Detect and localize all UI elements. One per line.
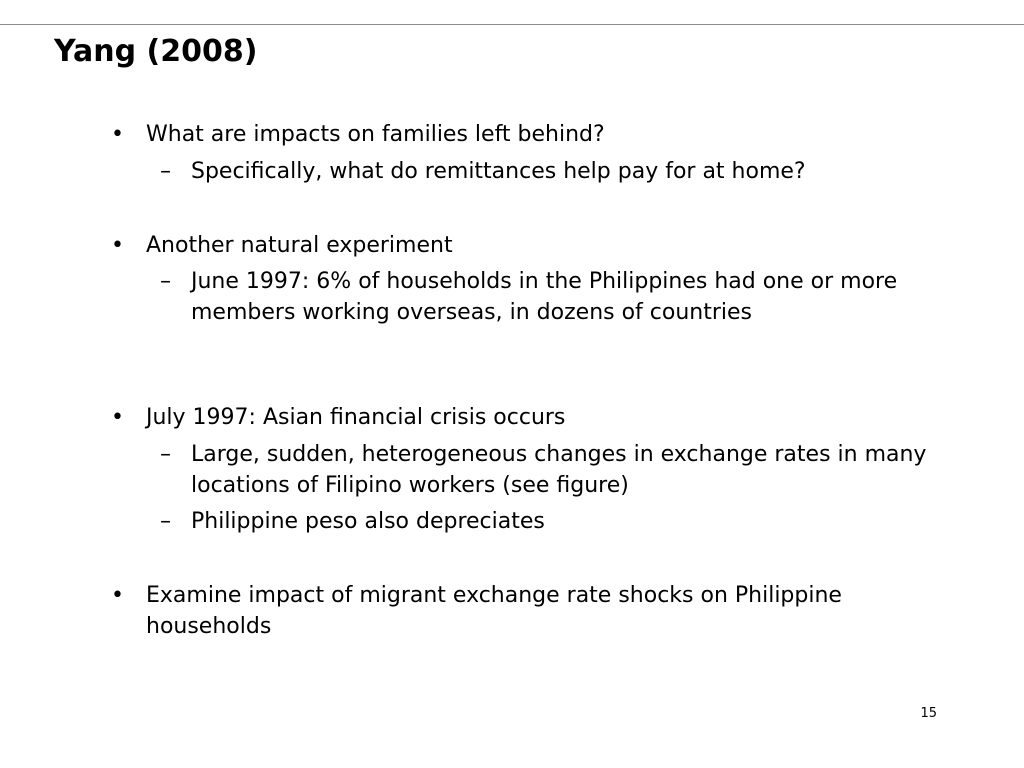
sub-bullet-item: June 1997: 6% of households in the Philippines had one or more members working overseas, in dozens of countries bbox=[191, 269, 898, 325]
sub-bullet-marker: – bbox=[160, 509, 171, 534]
bullet-item: Another natural experiment bbox=[146, 233, 453, 258]
sub-bullet-item: Large, sudden, heterogeneous changes in exchange rates in many locations of Filipino workers (see figure) bbox=[191, 442, 927, 498]
bullet-item: Examine impact of migrant exchange rate shocks on Philippine households bbox=[146, 583, 842, 639]
bullet-marker: • bbox=[111, 233, 124, 258]
sub-bullet-item: Philippine peso also depreciates bbox=[191, 509, 545, 534]
sub-bullet-marker: – bbox=[160, 269, 171, 294]
page-number: 15 bbox=[920, 706, 937, 721]
sub-bullet-item: Specifically, what do remittances help pay for at home? bbox=[191, 159, 806, 184]
bullet-marker: • bbox=[111, 122, 124, 147]
sub-bullet-marker: – bbox=[160, 159, 171, 184]
bullet-marker: • bbox=[111, 405, 124, 430]
bullet-marker: • bbox=[111, 583, 124, 608]
sub-bullet-marker: – bbox=[160, 442, 171, 467]
bullet-item: July 1997: Asian financial crisis occurs bbox=[146, 405, 566, 430]
slide-title: Yang (2008) bbox=[54, 34, 258, 69]
bullet-item: What are impacts on families left behind? bbox=[146, 122, 605, 147]
